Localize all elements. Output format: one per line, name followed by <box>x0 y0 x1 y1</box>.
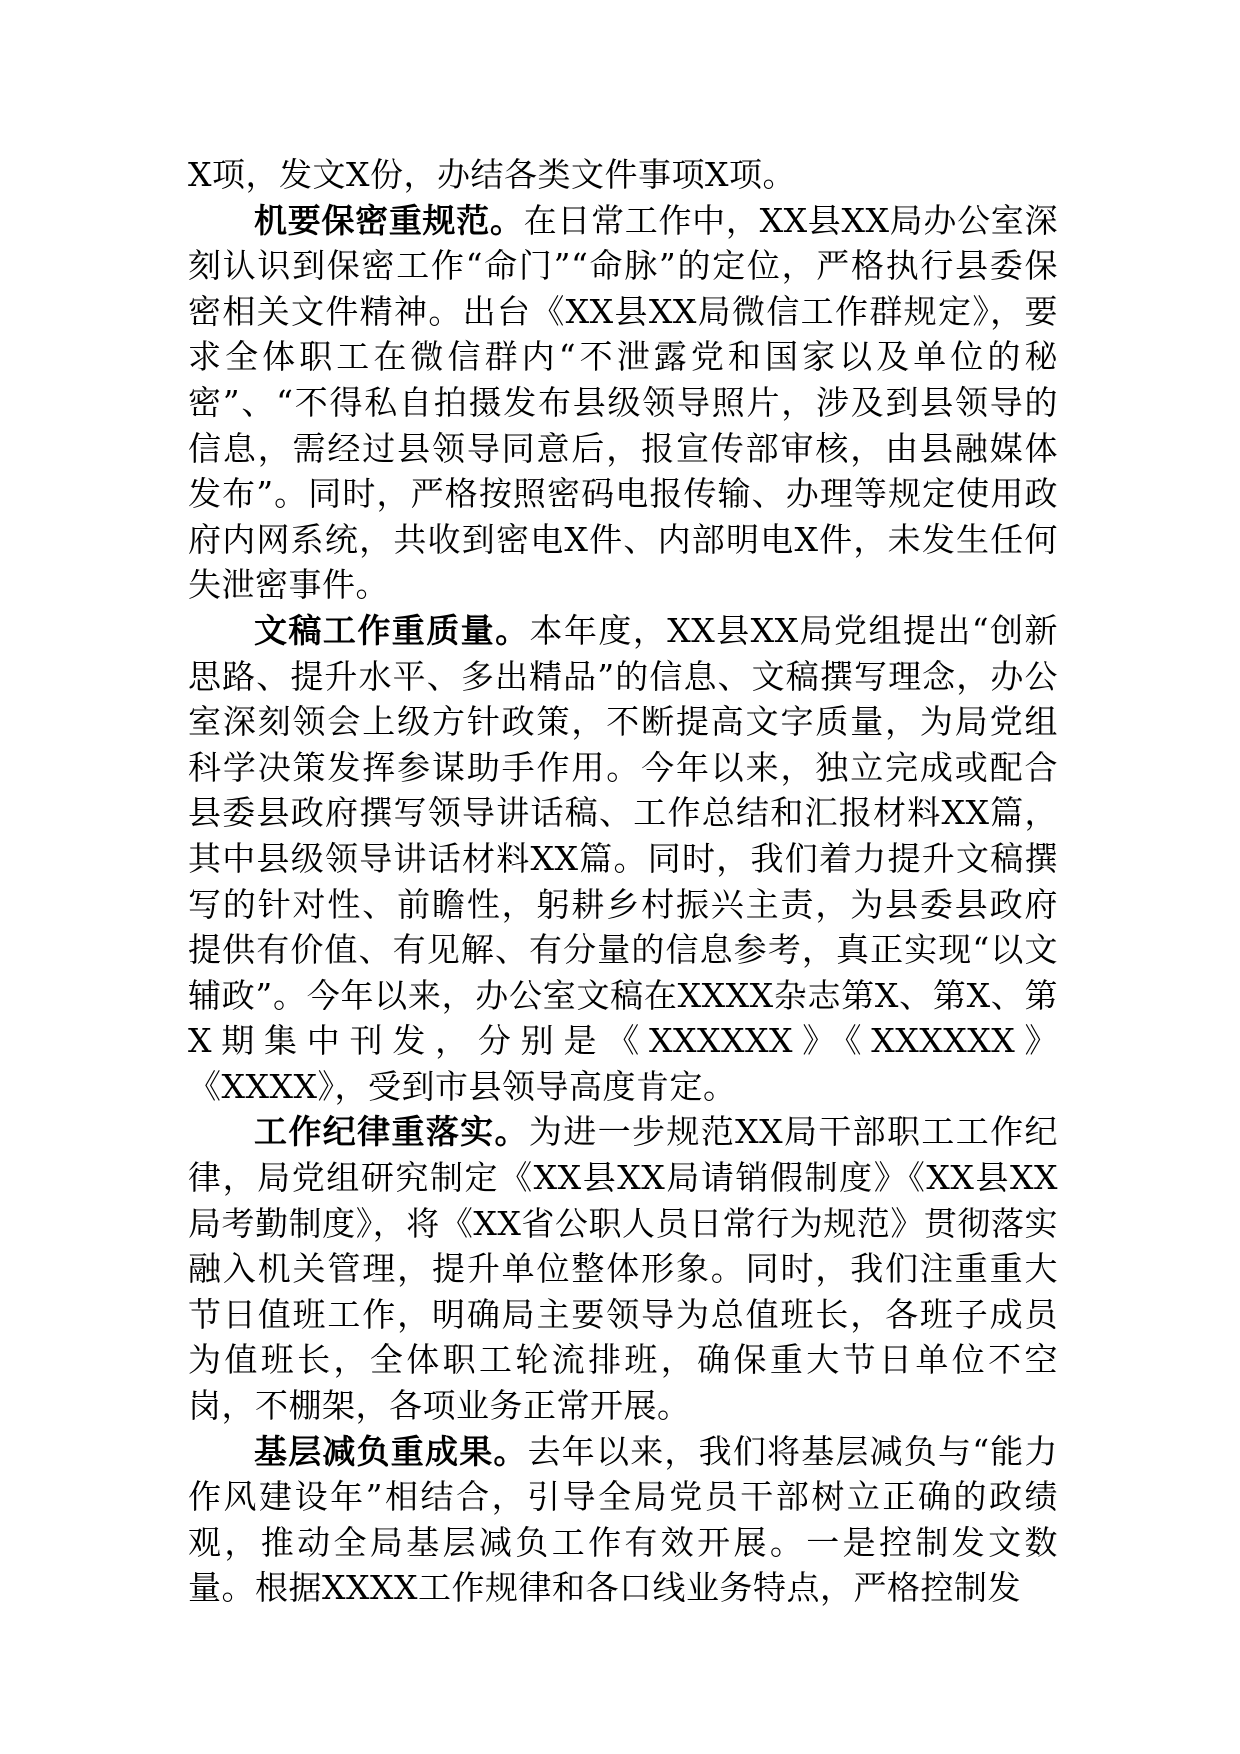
paragraph-text: 为进一步规范XX局干部职工工作纪律，局党组研究制定《XX县XX局请销假制度》《XX县XX局考勤制度》，将《XX省公职人员日常行为规范》贯彻落实融入机关管理，提升单位整体形象。同时，我们注重重大节日值班工作，明确局主要领导为总值班长，各班子成员为值班长，全体职工轮流排班，确保重大节日单位不空岗，不棚架，各项业务正常开展。 <box>188 1112 1058 1426</box>
paragraph-continuation <box>188 152 1058 198</box>
paragraph-burden-reduction <box>188 1429 1058 1611</box>
paragraph-heading: 文稿工作重质量。 <box>254 610 530 650</box>
paragraph-heading: 基层减负重成果。 <box>254 1431 528 1471</box>
paragraph-heading: 机要保密重规范。 <box>254 200 524 240</box>
paragraph-manuscripts <box>188 608 1058 1110</box>
paragraph-confidentiality <box>188 198 1058 608</box>
paragraph-text: X项，发文X份，办结各类文件事项X项。 <box>188 155 796 194</box>
paragraph-discipline <box>188 1109 1058 1428</box>
paragraph-text: 去年以来，我们将基层减负与“能力作风建设年”相结合，引导全局党员干部树立正确的政绩观，推动全局基层减负工作有效开展。一是控制发文数量。根据XXXX工作规律和各口线业务特点，严格控制发 <box>188 1431 1058 1608</box>
paragraph-text: 本年度，XX县XX局党组提出“创新思路、提升水平、多出精品”的信息、文稿撰写理念，办公室深刻领会上级方针政策，不断提高文字质量，为局党组科学决策发挥参谋助手作用。今年以来，独立完成或配合县委县政府撰写领导讲话稿、工作总结和汇报材料XX篇，其中县级领导讲话材料XX篇。同时，我们着力提升文稿撰写的针对性、前瞻性，躬耕乡村振兴主责，为县委县政府提供有价值、有见解、有分量的信息参考，真正实现“以文辅政”。今年以来，办公室文稿在XXXX杂志第X、第X、第X期集中刊发，分别是《XXXXXX》《XXXXXX》《XXXX》，受到市县领导高度肯定。 <box>188 610 1059 1106</box>
paragraph-text: 在日常工作中，XX县XX局办公室深刻认识到保密工作“命门”“命脉”的定位，严格执行县委保密相关文件精神。出台《XX县XX局微信工作群规定》，要求全体职工在微信群内“不泄露党和国家以及单位的秘密”、“不得私自拍摄发布县级领导照片，涉及到县领导的信息，需经过县领导同意后，报宣传部审核，由县融媒体发布”。同时，严格按照密码电报传输、办理等规定使用政府内网系统，共收到密电X件、内部明电X件，未发生任何失泄密事件。 <box>188 200 1059 605</box>
document-body <box>188 152 1058 1611</box>
paragraph-heading: 工作纪律重落实。 <box>254 1112 529 1152</box>
